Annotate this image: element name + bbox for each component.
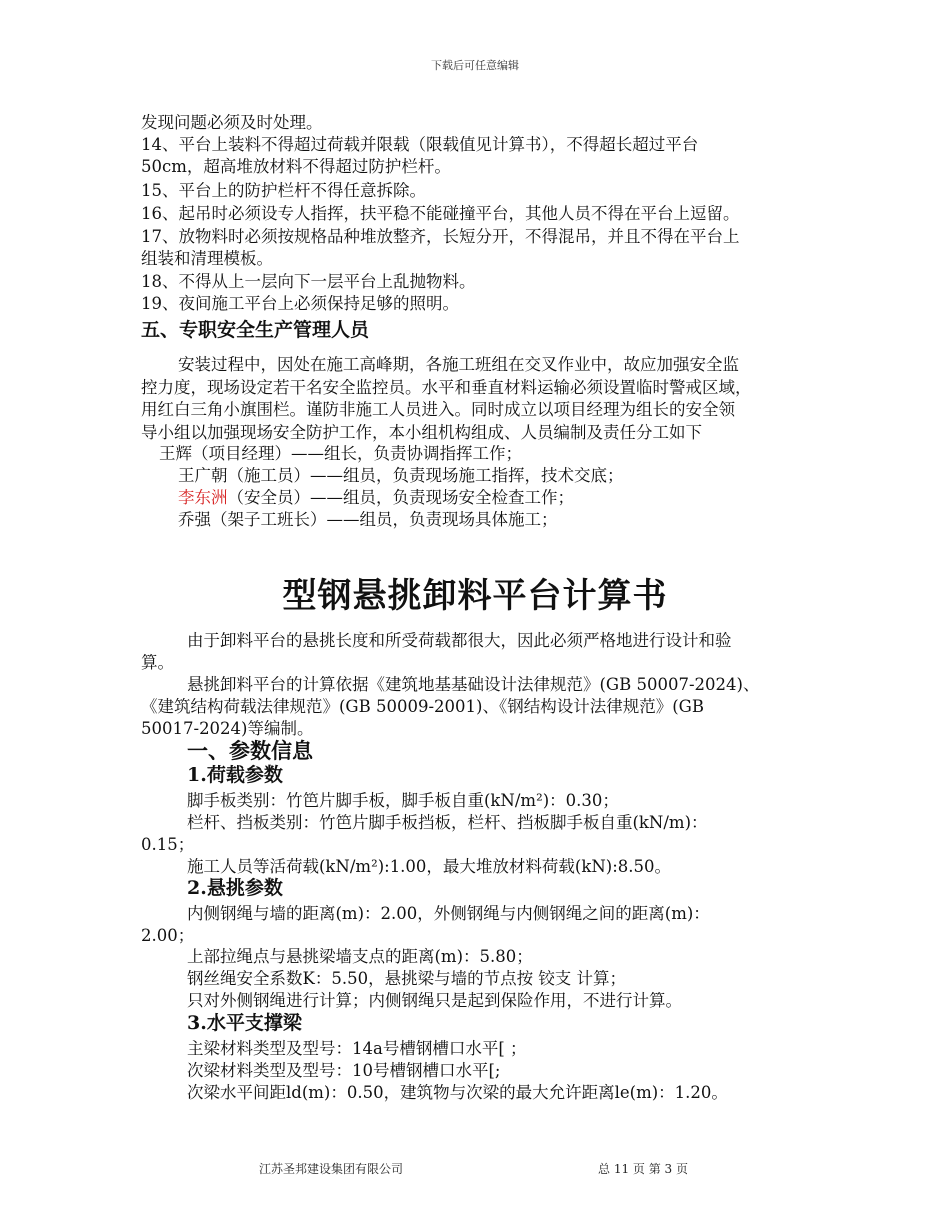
staff-item xyxy=(178,488,574,508)
footer-page-number: 总 11 页 第 3 页 xyxy=(598,1162,688,1176)
subsection-heading: 3.水平支撑梁 xyxy=(187,1012,302,1034)
param-line: 只对外侧钢绳进行计算；内侧钢绳只是起到保险作用，不进行计算。 xyxy=(187,991,682,1010)
param-line: 上部拉绳点与悬挑梁墙支点的距离(m)：5.80； xyxy=(187,947,533,966)
staff-role: （项目经理）——组长，负责协调指挥工作； xyxy=(192,444,522,463)
paragraph-line: 用红白三角小旗围栏。谨防非施工人员进入。同时成立以项目经理为组长的安全领 xyxy=(141,400,735,419)
footer-company: 江苏圣邦建设集团有限公司 xyxy=(259,1162,404,1176)
param-line: 次梁水平间距ld(m)：0.50，建筑物与次梁的最大允许距离le(m)：1.20。 xyxy=(187,1083,728,1102)
section-heading: 五、专职安全生产管理人员 xyxy=(141,319,370,341)
intro-line: 50017-2024)等编制。 xyxy=(141,719,314,738)
rule-line: 50cm，超高堆放材料不得超过防护栏杆。 xyxy=(141,157,451,176)
param-line: 内侧钢绳与墙的距离(m)：2.00，外侧钢绳与内侧钢绳之间的距离(m)： xyxy=(187,904,710,923)
staff-name: 王广朝 xyxy=(178,466,228,485)
staff-item xyxy=(178,466,624,486)
subsection-heading: 2.悬挑参数 xyxy=(187,877,283,899)
staff-item xyxy=(178,510,558,530)
intro-line: 《建筑结构荷载法律规范》(GB 50009-2001)、《钢结构设计法律规范》(GB xyxy=(141,697,704,716)
param-line: 钢丝绳安全系数K：5.50，悬挑梁与墙的节点按 铰支 计算； xyxy=(187,969,627,988)
document-title: 型钢悬挑卸料平台计算书 xyxy=(282,576,668,616)
staff-role: （安全员）——组员，负责现场安全检查工作； xyxy=(227,488,574,507)
rule-line: 17、放物料时必须按规格品种堆放整齐，长短分开，不得混吊，并且不得在平台上 xyxy=(141,227,740,246)
rule-line: 14、平台上装料不得超过荷载并限载（限载值见计算书），不得超长超过平台 xyxy=(141,135,699,154)
rule-line: 18、不得从上一层向下一层平台上乱抛物料。 xyxy=(141,272,476,291)
param-line: 施工人员等活荷载(kN/m²):1.00，最大堆放材料荷载(kN):8.50。 xyxy=(187,857,672,876)
paragraph-line: 导小组以加强现场安全防护工作，本小组机构组成、人员编制及责任分工如下 xyxy=(141,423,702,442)
rule-line: 15、平台上的防护栏杆不得任意拆除。 xyxy=(141,181,426,200)
param-line: 主梁材料类型及型号：14a号槽钢槽口水平[ ； xyxy=(187,1039,527,1058)
param-line: 0.15； xyxy=(141,835,195,854)
staff-item xyxy=(159,444,522,464)
rule-line: 19、夜间施工平台上必须保持足够的照明。 xyxy=(141,294,459,313)
param-line: 脚手板类别：竹笆片脚手板，脚手板自重(kN/m²)：0.30； xyxy=(187,791,619,810)
paragraph-line: 控力度，现场设定若干名安全监控员。水平和垂直材料运输必须设置临时警戒区域， xyxy=(141,378,752,397)
page-header: 下载后可任意编辑 xyxy=(431,59,519,72)
staff-name: 乔强 xyxy=(178,510,211,529)
intro-line: 由于卸料平台的悬挑长度和所受荷载都很大，因此必须严格地进行设计和验 xyxy=(187,631,732,650)
param-line: 栏杆、挡板类别：竹笆片脚手板挡板，栏杆、挡板脚手板自重(kN/m)： xyxy=(187,813,708,832)
rule-line: 发现问题必须及时处理。 xyxy=(141,113,323,132)
section-heading: 一、参数信息 xyxy=(187,738,313,763)
intro-line: 悬挑卸料平台的计算依据《建筑地基基础设计法律规范》(GB 50007-2024)、 xyxy=(187,675,760,694)
subsection-heading: 1.荷载参数 xyxy=(187,764,283,786)
paragraph-line: 安装过程中，因处在施工高峰期，各施工班组在交叉作业中，故应加强安全监 xyxy=(178,355,739,374)
param-line: 2.00； xyxy=(141,926,195,945)
staff-role: （架子工班长）——组员，负责现场具体施工； xyxy=(211,510,558,529)
staff-name: 王辉 xyxy=(159,444,192,463)
intro-line: 算。 xyxy=(141,653,174,672)
param-line: 次梁材料类型及型号：10号槽钢槽口水平[; xyxy=(187,1061,501,1080)
rule-line: 16、起吊时必须设专人指挥，扶平稳不能碰撞平台，其他人员不得在平台上逗留。 xyxy=(141,204,740,223)
rule-line: 组装和清理模板。 xyxy=(141,249,273,268)
staff-name: 李东洲 xyxy=(178,488,228,507)
staff-role: （施工员）——组员，负责现场施工指挥，技术交底； xyxy=(227,466,624,485)
